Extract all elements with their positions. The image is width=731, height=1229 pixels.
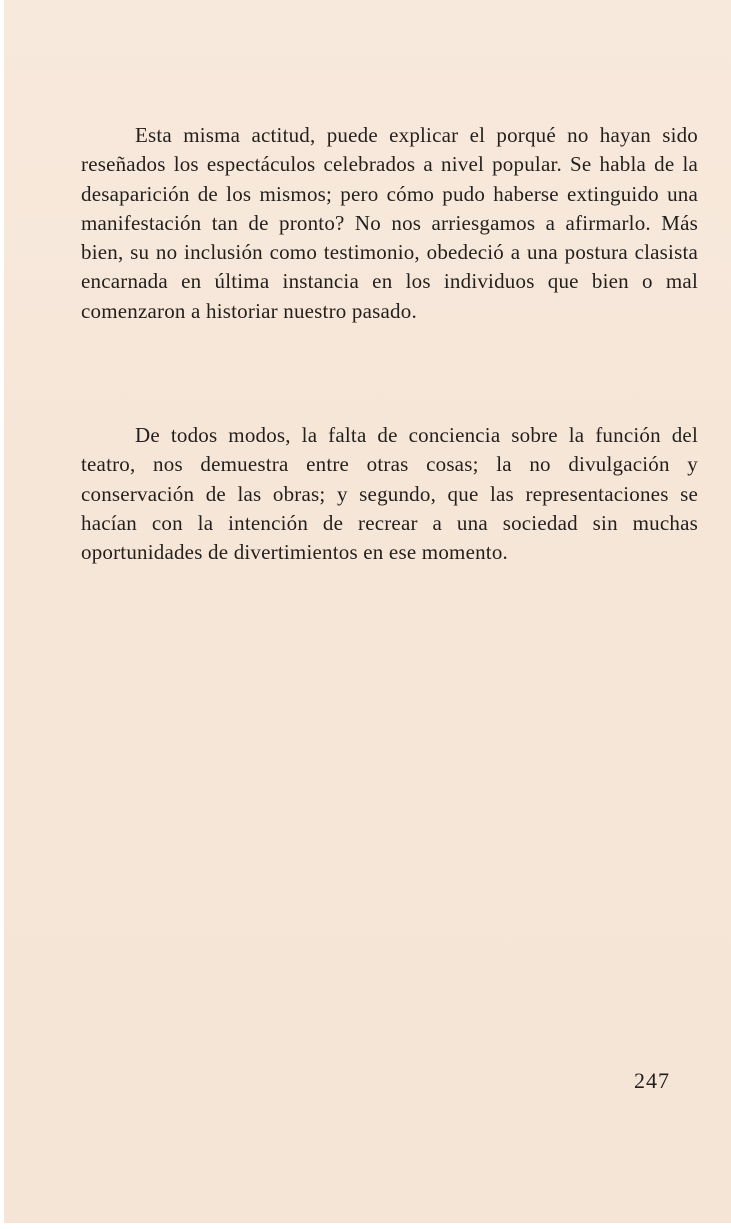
- paragraph-1: Esta misma actitud, puede explicar el porqué no hayan sido reseñados los espectáculos celebrados a nivel popular. Se habla de la desaparición de los mismos; pero cómo pudo haberse extinguido una manifestación tan de pronto? No nos arriesgamos a afirmarlo. Más bien, su no inclusión como testimonio, obedeció a una postura clasista encarnada en última instancia en los individuos que bien o mal comenzaron a historiar nuestro pasado.: [81, 123, 698, 323]
- page-left-margin: [0, 0, 4, 1229]
- page-number: 247: [634, 1068, 670, 1093]
- paragraph-2: De todos modos, la falta de conciencia sobre la función del teatro, nos demuestra entre otras cosas; la no divulgación y conservación de las obras; y segundo, que las representaciones se hacían con la intención de recrear a una sociedad sin muchas oportunidades de divertimientos en ese momento.: [81, 423, 698, 565]
- page-bottom-margin: [0, 1223, 731, 1229]
